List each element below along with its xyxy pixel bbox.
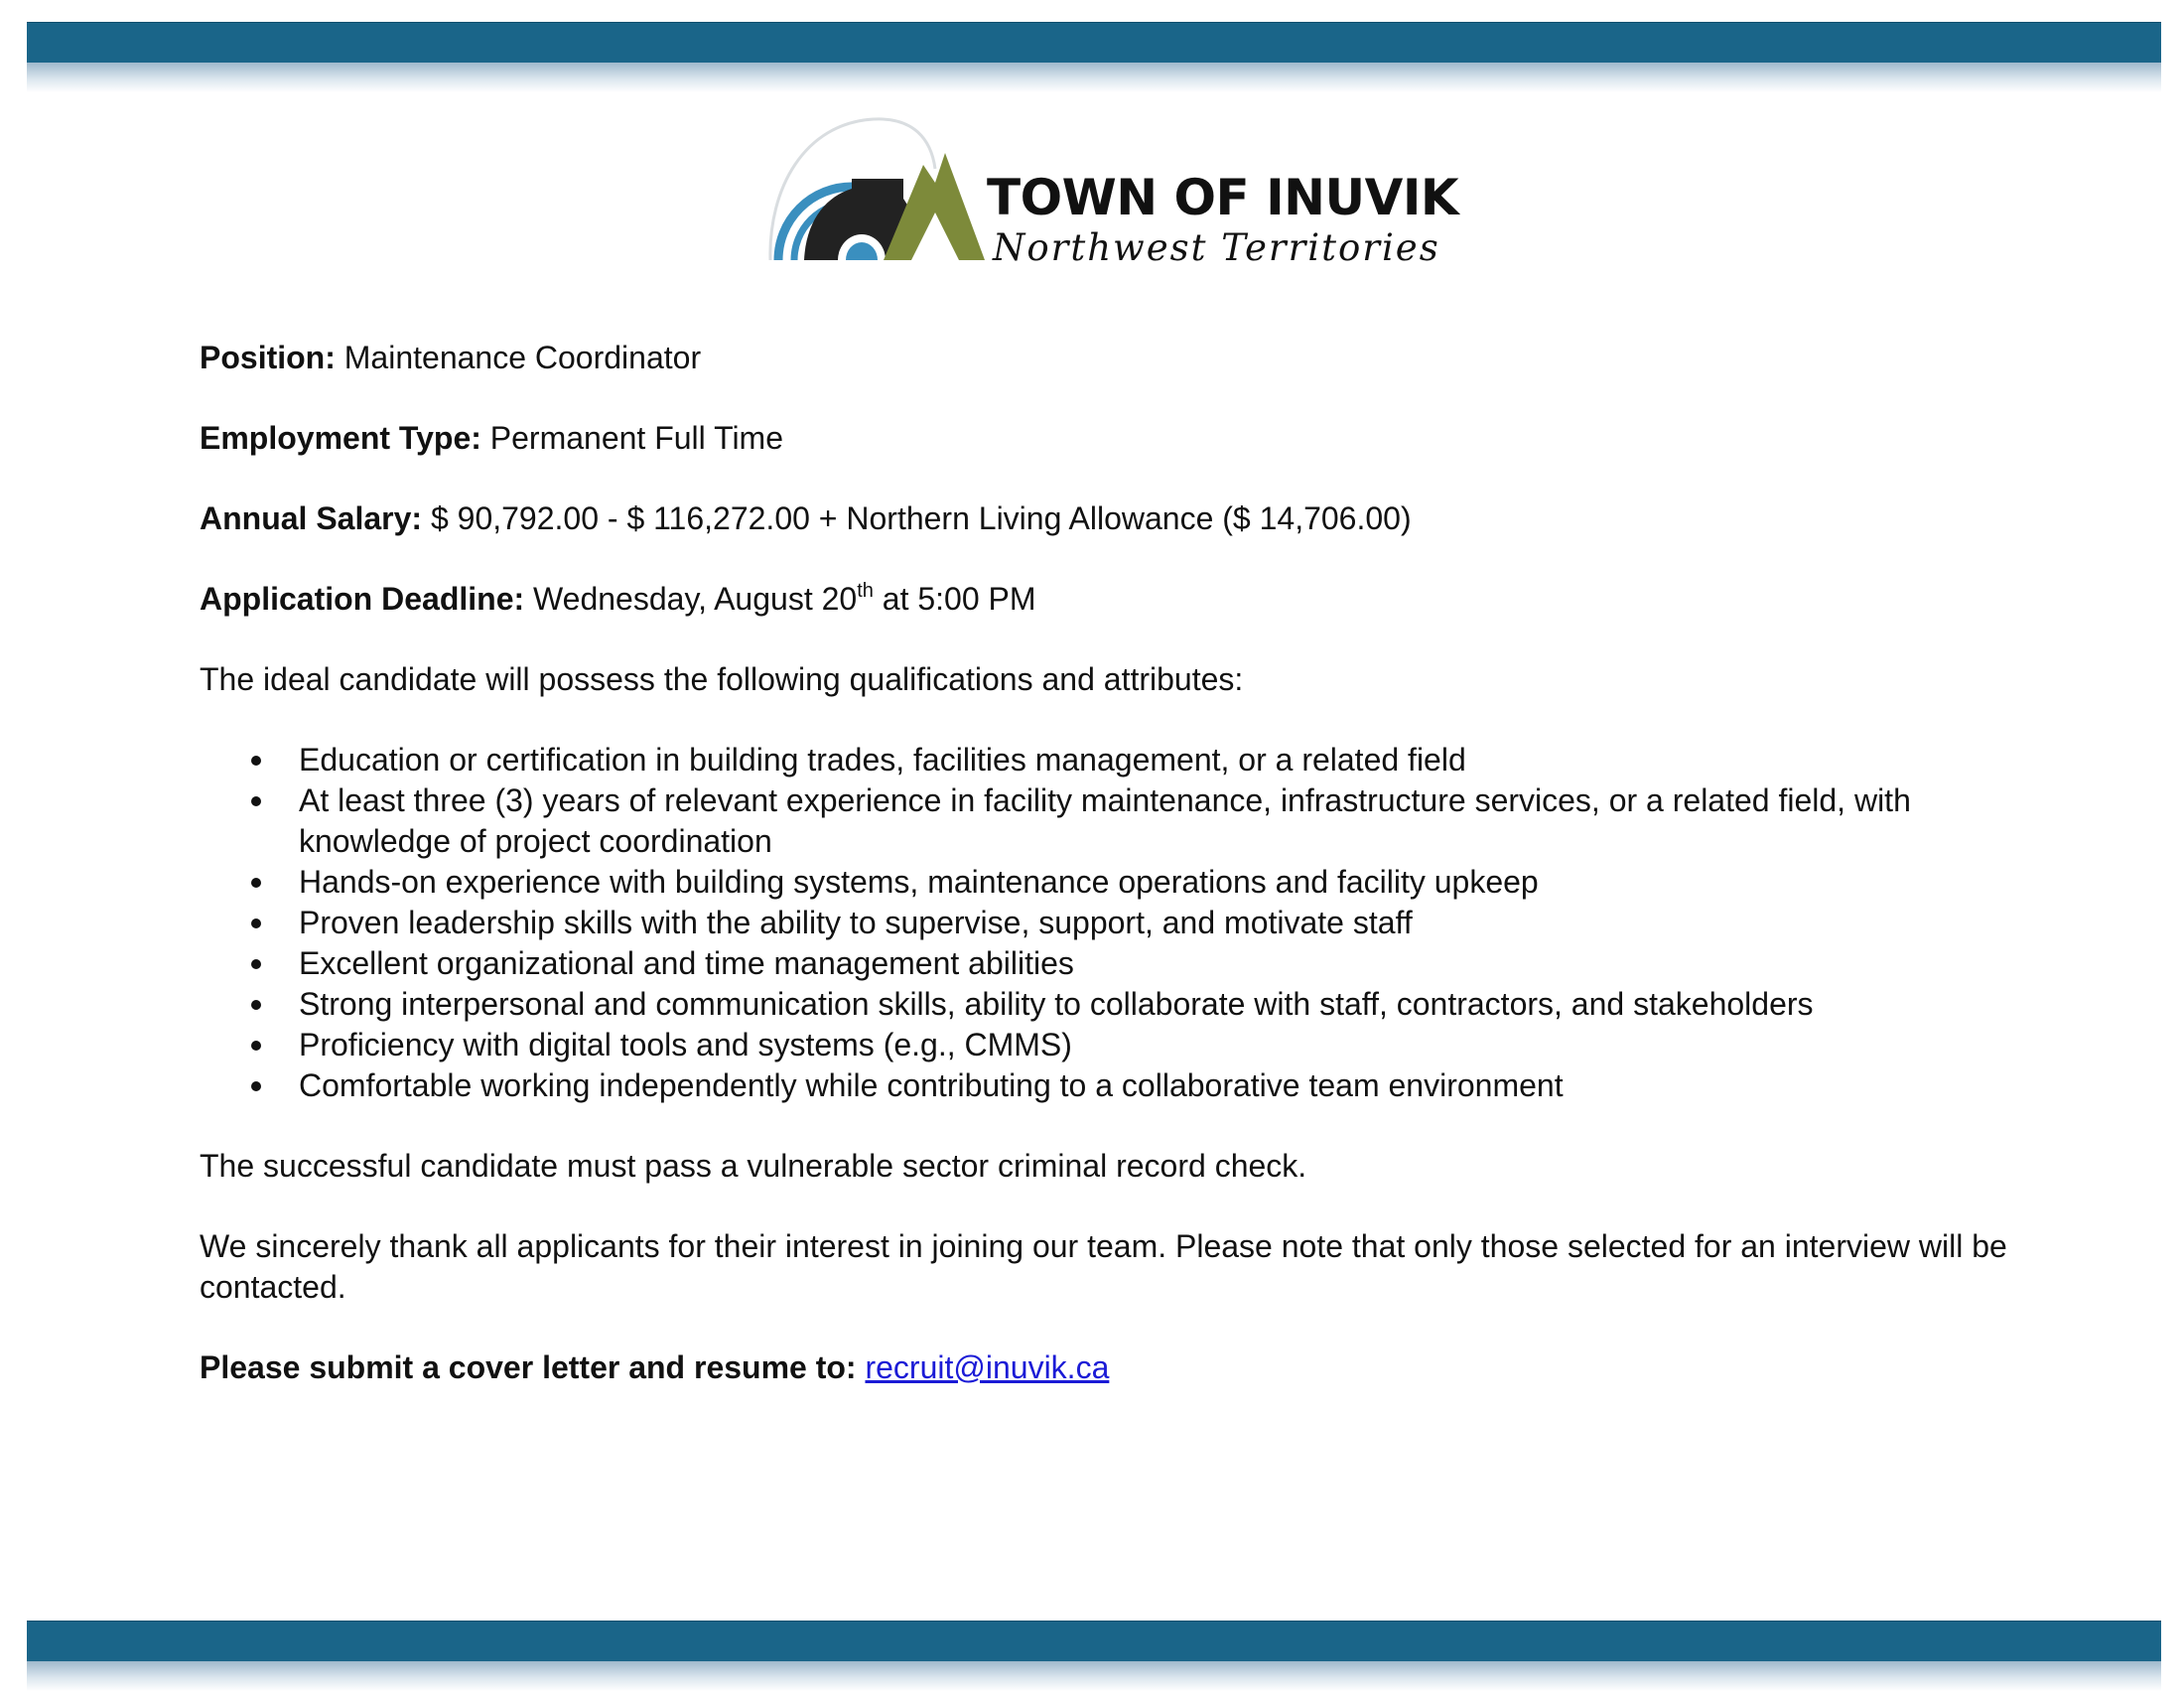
qualifications-list [200, 740, 2046, 1106]
qualification-item: Comfortable working independently while contributing to a collaborative team environment [200, 1065, 2046, 1106]
qualification-item: Hands-on experience with building systems, maintenance operations and facility upkeep [200, 862, 2046, 903]
bottom-banner [27, 1621, 2161, 1691]
job-posting [200, 338, 2046, 1388]
submit-label: Please submit a cover letter and resume to: [200, 1349, 857, 1385]
qualification-item: Strong interpersonal and communication skills, ability to collaborate with staff, contractors, and stakeholders [200, 984, 2046, 1025]
town-logo [764, 109, 1459, 288]
qualifications-intro: The ideal candidate will possess the following qualifications and attributes: [200, 661, 1244, 697]
record-check-note: The successful candidate must pass a vulnerable sector criminal record check. [200, 1148, 1307, 1184]
position-line [200, 338, 2046, 378]
recruit-email-link[interactable]: recruit@inuvik.ca [865, 1349, 1110, 1385]
deadline-label: Application Deadline: [200, 581, 525, 617]
bottom-banner-fade [27, 1661, 2161, 1691]
town-name: TOWN OF INUVIK [987, 169, 1459, 226]
deadline-value [533, 581, 1035, 617]
qualification-item: Proven leadership skills with the ability to supervise, support, and motivate staff [200, 903, 2046, 943]
submit-line [200, 1347, 2046, 1388]
salary-line [200, 498, 2046, 539]
position-value: Maintenance Coordinator [343, 340, 702, 375]
salary-value: $ 90,792.00 - $ 116,272.00 + Northern Living Allowance ($ 14,706.00) [430, 500, 1412, 536]
deadline-date: Wednesday, August 20 [533, 581, 858, 617]
territory-name: Northwest Territories [993, 226, 1440, 269]
bottom-banner-bar [27, 1621, 2161, 1661]
position-label: Position: [200, 340, 336, 375]
top-banner-bar [27, 22, 2161, 63]
top-banner [27, 22, 2161, 92]
employment-type-line [200, 418, 2046, 459]
deadline-time: at 5:00 PM [873, 581, 1036, 617]
deadline-ordinal: th [857, 580, 874, 602]
qualification-item: Education or certification in building trades, facilities management, or a related field [200, 740, 2046, 780]
thank-you-note: We sincerely thank all applicants for their interest in joining our team. Please note that only those selected for an interview will be contacted. [200, 1228, 2007, 1305]
top-banner-fade [27, 63, 2161, 92]
qualification-item: At least three (3) years of relevant experience in facility maintenance, infrastructure services, or a related field, with knowledge of project coordination [200, 780, 2046, 862]
salary-label: Annual Salary: [200, 500, 423, 536]
employment-type-value: Permanent Full Time [489, 420, 783, 456]
employment-type-label: Employment Type: [200, 420, 481, 456]
qualification-item: Excellent organizational and time management abilities [200, 943, 2046, 984]
qualification-item: Proficiency with digital tools and systems (e.g., CMMS) [200, 1025, 2046, 1065]
deadline-line [200, 579, 2046, 620]
town-logo-emblem [764, 109, 988, 288]
